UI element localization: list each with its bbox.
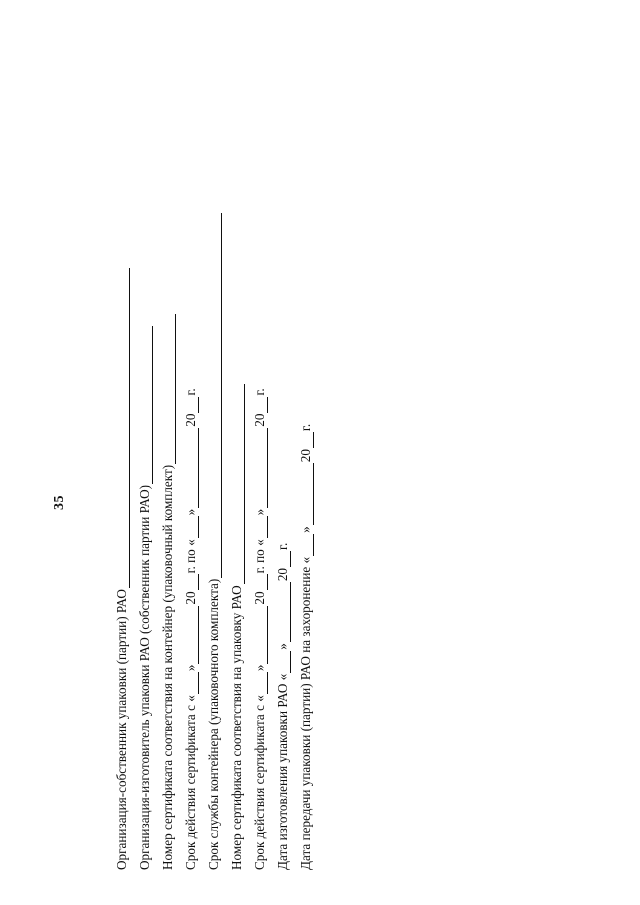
disposal-date-label: Дата передачи упаковки (партии) РАО на захоронение « bbox=[298, 556, 313, 870]
disposal-month-field[interactable] bbox=[299, 463, 314, 525]
cert-package-to-year-field[interactable] bbox=[253, 397, 268, 413]
page-number: 35 bbox=[52, 495, 67, 510]
container-service-life-field[interactable] bbox=[207, 213, 222, 578]
cert-package-to-month-field[interactable] bbox=[253, 428, 268, 508]
disposal-year-field[interactable] bbox=[299, 432, 314, 448]
cert-package-from-year-field[interactable] bbox=[253, 574, 268, 590]
quote-close: » bbox=[183, 508, 198, 516]
quote-close: » bbox=[298, 526, 313, 533]
quote-close: » bbox=[275, 643, 290, 650]
year-suffix: г. bbox=[298, 423, 313, 432]
manufacture-month-field[interactable] bbox=[276, 582, 291, 642]
cert-container-from-day-field[interactable] bbox=[184, 672, 199, 694]
year-prefix: 20 bbox=[183, 591, 198, 605]
cert-package-to-day-field[interactable] bbox=[253, 516, 268, 538]
cert-package-number-label: Номер сертификата соответствия на упаковку РАО bbox=[229, 585, 244, 870]
rotated-form bbox=[52, 70, 312, 870]
form-line-manufacture-date bbox=[271, 543, 291, 870]
form-line-cert-container-validity bbox=[179, 388, 199, 870]
org-manufacturer-field[interactable] bbox=[138, 326, 153, 484]
quote-close: » bbox=[252, 664, 267, 672]
year-to-label: г. по « bbox=[252, 539, 267, 574]
cert-package-validity-label: Срок действия сертификата с « bbox=[252, 695, 267, 870]
form-line-disposal-date bbox=[294, 424, 314, 870]
year-prefix: 20 bbox=[252, 591, 267, 605]
disposal-day-field[interactable] bbox=[299, 534, 314, 556]
year-suffix: г. bbox=[252, 388, 267, 396]
year-prefix: 20 bbox=[275, 567, 290, 582]
org-owner-field[interactable] bbox=[115, 268, 130, 588]
org-manufacturer-label: Организация-изготовитель упаковки РАО (собственник партии РАО) bbox=[137, 484, 152, 870]
form-line-cert-package-validity bbox=[248, 388, 268, 870]
quote-close: » bbox=[183, 664, 198, 672]
form-line-org-owner bbox=[110, 267, 130, 870]
year-prefix: 20 bbox=[183, 413, 198, 427]
manufacture-date-label: Дата изготовления упаковки РАО « bbox=[275, 673, 290, 870]
year-suffix: г. bbox=[183, 388, 198, 396]
org-owner-label: Организация-собственник упаковки (партии) РАО bbox=[114, 589, 129, 870]
form-line-cert-package-number bbox=[225, 383, 245, 870]
cert-package-from-month-field[interactable] bbox=[253, 606, 268, 664]
form-line-org-manufacturer bbox=[133, 325, 153, 870]
form-line-container-service-life bbox=[202, 212, 222, 870]
cert-container-number-field[interactable] bbox=[161, 314, 176, 464]
cert-container-from-year-field[interactable] bbox=[184, 574, 199, 590]
cert-container-from-month-field[interactable] bbox=[184, 606, 199, 664]
form-line-cert-container-number bbox=[156, 313, 176, 870]
cert-package-number-field[interactable] bbox=[230, 384, 245, 584]
manufacture-day-field[interactable] bbox=[276, 651, 291, 673]
cert-container-number-label: Номер сертификата соответствия на контейнер (упаковочный комплект) bbox=[160, 464, 175, 870]
manufacture-year-field[interactable] bbox=[276, 551, 291, 567]
year-suffix: г. bbox=[275, 542, 290, 550]
quote-close: » bbox=[252, 508, 267, 516]
cert-container-to-year-field[interactable] bbox=[184, 397, 199, 413]
cert-container-to-day-field[interactable] bbox=[184, 516, 199, 538]
year-prefix: 20 bbox=[252, 413, 267, 427]
cert-container-to-month-field[interactable] bbox=[184, 428, 199, 508]
cert-package-from-day-field[interactable] bbox=[253, 672, 268, 694]
container-service-life-label: Срок службы контейнера (упаковочного комплекта) bbox=[206, 578, 221, 870]
year-prefix: 20 bbox=[298, 449, 313, 463]
year-to-label: г. по « bbox=[183, 539, 198, 574]
cert-container-validity-label: Срок действия сертификата с « bbox=[183, 695, 198, 870]
